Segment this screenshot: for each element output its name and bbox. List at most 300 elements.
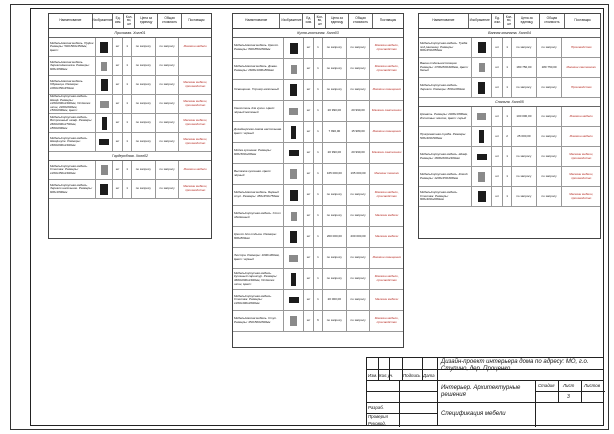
table-row	[49, 57, 211, 76]
table-row	[419, 107, 600, 127]
cell-qty: 1	[503, 187, 512, 206]
cell-supplier: Магазин техники	[374, 171, 400, 176]
cell-sum: по запросу	[156, 114, 180, 132]
furniture-image	[100, 42, 108, 53]
furniture-image	[291, 273, 296, 286]
furniture-photo	[472, 127, 492, 146]
furniture-image	[478, 82, 485, 94]
cell-qty: 1	[123, 95, 132, 113]
cell-price: по запросу	[512, 187, 537, 206]
table-row	[49, 180, 211, 199]
furniture-image	[289, 150, 299, 156]
cell-supplier: Магазин мебели, производство	[374, 316, 399, 324]
cell-unit: шт	[113, 38, 123, 56]
cell-sum: 20 990,00	[347, 101, 371, 121]
section-title: Прихожая. Холл01	[49, 29, 211, 38]
cell-supplier: Магазин мебели	[183, 167, 207, 172]
cell-supplier: Магазин мебели, производство	[183, 137, 208, 145]
cell-price: по запросу	[132, 95, 156, 113]
cell-qty: 1	[503, 78, 512, 97]
furniture-image	[100, 101, 109, 108]
cell-name: Дизайнерская лампа настольная. Цвет: чёрный	[233, 122, 284, 142]
tb-sheets-label: Листов	[584, 383, 600, 388]
cell-price: 20 990,00	[323, 101, 347, 121]
cell-name: Ванна отдельностоящая. Размеры: 1700х800х600мм, Цвет: белый	[419, 58, 472, 77]
cell-supplier: Магазин мебели, производство	[374, 190, 399, 198]
cell-sum: по запросу	[156, 133, 180, 151]
tb-stage-label: Стадия	[538, 383, 555, 388]
column-header-supplier: Поставщик	[379, 18, 397, 23]
cell-sum: по запросу	[347, 185, 371, 205]
cell-qty: 1	[314, 206, 323, 226]
cell-supplier: Магазин мебели	[375, 297, 399, 302]
cell-supplier: Производство	[570, 44, 592, 49]
column-header-photo: Изображение	[93, 14, 113, 28]
cell-sum: по запросу	[156, 180, 180, 198]
cell-sum: по запросу	[537, 78, 563, 97]
furniture-photo	[96, 57, 113, 75]
furniture-photo	[96, 133, 113, 151]
cell-name: Мебель/мягкая мебель. Зеркало/вешалка. Размеры: 600х1800мм	[49, 57, 96, 75]
cell-name: Мебель/мягкая мебель. Барный стул. Размеры: 450х450х750мм	[233, 185, 284, 205]
column-header-price: Цена за единицу	[135, 14, 158, 28]
spec-table-3	[418, 13, 601, 239]
table-row	[233, 269, 403, 290]
cell-unit: шт	[492, 127, 503, 146]
cell-unit: шт	[492, 147, 503, 166]
cell-sum: по запросу	[537, 127, 563, 146]
table-row	[49, 95, 211, 114]
cell-price: по запросу	[132, 57, 156, 75]
cell-sum: 200 000,00	[347, 227, 371, 247]
table-row	[233, 290, 403, 311]
furniture-image	[477, 154, 487, 160]
cell-price: по запросу	[512, 167, 537, 186]
cell-name: Мебель/мягкая мебель. Диван. Размеры: 2600х1000х800мм	[233, 59, 284, 79]
cell-supplier: Магазин сантехники	[371, 108, 402, 113]
cell-unit: шт	[304, 248, 314, 268]
cell-name: Мебель/корпусная мебель. Стеллаж. Размеры: 1200х450х2400мм	[49, 161, 96, 179]
column-header-qty: Кол-во, шт	[315, 14, 326, 28]
cell-unit: шт	[304, 311, 314, 331]
section-title: Спальня. Холл05	[419, 98, 600, 107]
column-header-sum: Общая стоимость	[158, 14, 181, 28]
cell-qty: 1	[314, 269, 323, 289]
cell-unit: шт	[304, 143, 314, 163]
table-row	[49, 38, 211, 57]
cell-unit: шт	[304, 227, 314, 247]
cell-unit: шт	[113, 95, 123, 113]
table-row	[233, 206, 403, 227]
cell-price: 7 990,00	[323, 122, 347, 142]
furniture-image	[478, 191, 486, 202]
column-header-photo: Изображение	[280, 14, 303, 28]
cell-unit: шт	[113, 180, 123, 198]
cell-qty: 1	[314, 164, 323, 184]
cell-price: по запросу	[132, 161, 156, 179]
furniture-image	[291, 126, 296, 139]
furniture-image	[289, 108, 298, 115]
table-row	[233, 122, 403, 143]
furniture-photo	[96, 95, 113, 113]
cell-qty: 1	[503, 38, 512, 57]
cell-unit: шт	[492, 58, 503, 77]
cell-price: по запросу	[132, 38, 156, 56]
furniture-image	[101, 79, 108, 91]
cell-name: Мебель/корпусная мебель. Кухонный гарнитур. Размеры: 3600х600х2400мм, Отделка: шпон, Цвет:	[233, 269, 284, 289]
furniture-photo	[472, 107, 492, 126]
cell-qty: 1	[314, 143, 323, 163]
cell-supplier: Магазин мебели, производство	[183, 99, 208, 107]
tb-col-change: Изм.	[368, 373, 378, 378]
cell-sum: по запросу	[347, 269, 371, 289]
cell-name: Смеситель для кухни. Цвет: чёрный матовый	[233, 101, 284, 121]
table-row	[233, 38, 403, 59]
cell-sum: по запросу	[156, 76, 180, 94]
furniture-photo	[472, 78, 492, 97]
cell-price: по запросу	[132, 180, 156, 198]
cell-unit: шт	[304, 101, 314, 121]
cell-sum: 165 000,00	[347, 164, 371, 184]
furniture-photo	[472, 187, 492, 206]
cell-qty: 1	[503, 58, 512, 77]
table-row	[233, 227, 403, 248]
table-row	[49, 133, 211, 152]
furniture-image	[102, 117, 107, 130]
furniture-photo	[284, 38, 304, 58]
cell-supplier: Магазин мебели	[569, 113, 593, 118]
table-header	[49, 14, 211, 29]
table-header	[233, 14, 403, 29]
cell-name: Кресло для отдыха. Размеры: 800х800мм	[233, 227, 284, 247]
furniture-photo	[284, 80, 304, 100]
furniture-photo	[284, 269, 304, 289]
cell-name: Мебель/корпусная мебель. Встроенный шкаф. Размеры: 2600х600х2700мм, 1800х600мм	[49, 114, 96, 132]
cell-supplier: Магазин мебели, производство	[374, 43, 399, 51]
cell-name: Мебель/корпусная мебель. Шкаф-купе. Размеры: 1600х600х2400мм	[49, 133, 96, 151]
cell-unit: шт	[113, 114, 123, 132]
cell-unit: шт	[113, 57, 123, 75]
cell-sum: по запросу	[156, 95, 180, 113]
cell-name: Мебель/мягкая мебель. Обувница. Размеры: 1000х350х450мм	[49, 76, 96, 94]
tb-sheet-label: Лист	[563, 383, 575, 388]
cell-sum: по запросу	[347, 59, 371, 79]
tb-col-date: Дата	[423, 373, 435, 378]
tb-role-developer: Разраб.	[368, 405, 384, 410]
furniture-photo	[284, 59, 304, 79]
cell-supplier: Магазин мебели, производство	[569, 191, 594, 200]
tb-drawing-title: Спецификация мебели	[441, 411, 506, 417]
cell-qty: 1	[314, 38, 323, 58]
cell-unit: шт	[304, 122, 314, 142]
cell-price: по запросу	[512, 38, 537, 57]
table-row	[419, 167, 600, 187]
cell-name: Мебель/корпусная мебель. Тумба под раковину. Размеры: 800х450х850мм	[419, 38, 472, 57]
cell-supplier: Производство	[570, 84, 592, 89]
table-row	[233, 311, 403, 332]
cell-qty: 1	[503, 147, 512, 166]
furniture-photo	[96, 76, 113, 94]
cell-price: 20 990,00	[323, 143, 347, 163]
furniture-photo	[284, 164, 304, 184]
cell-unit: шт	[492, 38, 503, 57]
cell-name: Мебель/корпусная мебель. Стеллаж. Размеры: 1200х400х2000мм	[233, 290, 284, 310]
furniture-photo	[472, 147, 492, 166]
furniture-image	[290, 190, 298, 201]
table-row	[419, 78, 600, 98]
table-row	[419, 187, 600, 207]
cell-sum: по запросу	[347, 248, 371, 268]
cell-supplier: Магазин сантехники	[371, 150, 402, 155]
tb-section-name: Интерьер. Архитектурные решения	[441, 385, 521, 398]
cell-qty: 1	[123, 133, 132, 151]
cell-qty: 1	[123, 180, 132, 198]
furniture-image	[291, 65, 297, 74]
table-row	[419, 147, 600, 167]
furniture-image	[290, 43, 298, 54]
cell-sum: по запросу	[156, 161, 180, 179]
furniture-photo	[284, 122, 304, 142]
column-header-qty: Кол-во, шт	[124, 14, 135, 28]
furniture-image	[290, 169, 297, 179]
cell-supplier: Магазин мебели	[183, 44, 207, 49]
cell-price: 25 000,00	[512, 127, 537, 146]
cell-name: Мебель/корпусная мебель. Стеллаж. Размеры: 800х400х2000мм	[419, 187, 472, 206]
furniture-image	[479, 130, 484, 143]
cell-supplier: Магазин освещения	[372, 87, 401, 92]
cell-price: по запросу	[323, 248, 347, 268]
column-header-sum: Общая стоимость	[349, 14, 373, 28]
cell-sum: 15 980,00	[347, 122, 371, 142]
cell-sum: по запросу	[347, 206, 371, 226]
cell-sum: по запросу	[537, 107, 563, 126]
cell-name: Люстра. Размеры: 1000х300мм, Цвет: чёрный	[233, 248, 284, 268]
cell-sum: 180 750,00	[537, 58, 563, 77]
furniture-photo	[96, 114, 113, 132]
column-header-name: Наименование	[419, 14, 469, 28]
section-title: Гардеробная. Холл02	[49, 152, 211, 161]
table-row	[233, 248, 403, 269]
cell-name: Мебель/мягкая мебель. Пуфик. Размеры: 500х500х450мм, Цвет:	[49, 38, 96, 56]
cell-supplier: Магазин мебели, производство	[374, 64, 399, 72]
table-row	[233, 164, 403, 185]
furniture-image	[290, 316, 297, 326]
cell-price: по запросу	[323, 311, 347, 331]
cell-unit: шт	[304, 80, 314, 100]
cell-sum: по запросу	[156, 38, 180, 56]
cell-sum: по запросу	[537, 147, 563, 166]
column-header-unit: Ед. изм.	[492, 14, 505, 28]
furniture-image	[101, 165, 108, 175]
cell-supplier: Магазин мебели	[375, 213, 399, 218]
cell-supplier: Магазин освещения	[372, 129, 401, 134]
cell-name: Вытяжка кухонная. Цвет: чёрный	[233, 164, 284, 184]
cell-name: Мебель/корпусная мебель. Шкаф. Размеры: 1800х600х2400мм	[419, 147, 472, 166]
cell-supplier: Магазин мебели, производство	[569, 171, 594, 180]
table-row	[233, 80, 403, 101]
cell-unit: шт	[113, 161, 123, 179]
cell-price: по запросу	[323, 38, 347, 58]
cell-unit: шт	[492, 167, 503, 186]
table-row	[419, 127, 600, 147]
cell-qty: 6	[314, 311, 323, 331]
cell-name: Освещение. Торшер напольный	[233, 80, 284, 100]
furniture-photo	[96, 38, 113, 56]
cell-unit: шт	[304, 59, 314, 79]
furniture-photo	[284, 227, 304, 247]
furniture-photo	[472, 58, 492, 77]
tb-col-sign: Подпись	[403, 373, 421, 378]
table-row	[49, 76, 211, 95]
cell-supplier: Магазин мебели, производство	[569, 151, 594, 160]
furniture-image	[291, 212, 297, 221]
cell-sum: по запросу	[156, 57, 180, 75]
furniture-image	[290, 84, 297, 96]
cell-name: Прикроватная тумба. Размеры: 500х400х500мм	[419, 127, 472, 146]
cell-qty: 1	[314, 101, 323, 121]
cell-qty: 1	[123, 76, 132, 94]
furniture-photo	[284, 248, 304, 268]
furniture-photo	[96, 180, 113, 198]
tb-col-sheet-no: Кол.уч.	[379, 373, 394, 378]
table-row	[233, 185, 403, 206]
spec-table-1	[48, 13, 212, 239]
cell-price: по запросу	[323, 206, 347, 226]
cell-supplier: Магазин мебели, производство	[183, 184, 208, 192]
cell-name: Мебель/мягкая мебель. Стул. Размеры: 450х500х800мм	[233, 311, 284, 331]
furniture-image	[479, 63, 485, 72]
title-block	[366, 357, 604, 426]
column-header-name: Наименование	[233, 14, 280, 28]
cell-price: 20 000,00	[323, 290, 347, 310]
cell-name: Мебель/корпусная мебель. Зеркало напольное. Размеры: 600х1800мм	[49, 180, 96, 198]
cell-name: Мебель/корпусная мебель. Шкаф. Размеры: 1200х600х2400мм, Отделка: шпон, 2400х600мм, 1500х600мм, Цвет:	[49, 95, 96, 113]
cell-name: Мойка кухонная. Размеры: 600х500х200мм	[233, 143, 284, 163]
cell-qty: 1	[314, 290, 323, 310]
cell-unit: шт	[304, 290, 314, 310]
cell-sum: по запросу	[347, 290, 371, 310]
column-header-name: Наименование	[49, 14, 93, 28]
cell-supplier: Магазин мебели, производство	[374, 274, 399, 282]
cell-price: 180 750,00	[512, 58, 537, 77]
cell-sum: по запросу	[537, 38, 563, 57]
table-row	[419, 38, 600, 58]
cell-price: по запросу	[512, 78, 537, 97]
furniture-photo	[284, 185, 304, 205]
furniture-image	[99, 139, 109, 145]
table-row	[49, 161, 211, 180]
cell-unit: шт	[304, 185, 314, 205]
furniture-photo	[284, 101, 304, 121]
cell-sum: по запросу	[347, 80, 371, 100]
cell-qty: 1	[123, 38, 132, 56]
cell-qty: 1	[314, 227, 323, 247]
cell-supplier: Магазин мебели	[569, 133, 593, 138]
section-title: Ванная комната. Холл04	[419, 29, 600, 38]
cell-price: по запросу	[323, 80, 347, 100]
cell-price: 200 000,00	[323, 227, 347, 247]
cell-price: по запросу	[323, 269, 347, 289]
cell-qty: 2	[503, 127, 512, 146]
cell-price: 165 000,00	[323, 164, 347, 184]
table-row	[233, 143, 403, 164]
cell-qty: 1	[314, 59, 323, 79]
furniture-image	[100, 184, 108, 195]
cell-supplier: Магазин мебели	[375, 234, 399, 239]
table-row	[419, 58, 600, 78]
cell-price: по запросу	[323, 185, 347, 205]
cell-sum: по запросу	[347, 38, 371, 58]
column-header-price: Цена за единицу	[326, 14, 350, 28]
furniture-photo	[284, 206, 304, 226]
table-row	[233, 59, 403, 80]
tb-role-checker: Проверил	[368, 414, 389, 419]
cell-supplier: Магазин мебели, производство	[183, 118, 208, 126]
cell-price: по запросу	[512, 147, 537, 166]
furniture-photo	[284, 143, 304, 163]
cell-supplier: Магазин сантехники	[566, 64, 597, 69]
cell-name: Мебель/корпусная мебель. Зеркало. Размеры: 800х1000мм	[419, 78, 472, 97]
cell-qty: 1	[123, 114, 132, 132]
table-row	[233, 101, 403, 122]
furniture-photo	[96, 161, 113, 179]
cell-qty: 1	[314, 185, 323, 205]
furniture-image	[477, 113, 486, 120]
furniture-image	[290, 231, 297, 243]
cell-price: по запросу	[132, 114, 156, 132]
cell-name: Мебель/корпусная мебель. Комод. Размеры: 1200х450х800мм	[419, 167, 472, 186]
column-header-photo: Изображение	[469, 14, 492, 28]
table-header	[419, 14, 600, 29]
cell-qty: 1	[314, 122, 323, 142]
cell-name: Мебель/мягкая мебель. Кресло. Размеры: 800х850х800мм	[233, 38, 284, 58]
furniture-image	[101, 62, 107, 71]
cell-sum: по запросу	[537, 187, 563, 206]
cell-qty: 1	[503, 107, 512, 126]
cell-unit: шт	[492, 107, 503, 126]
cell-unit: шт	[492, 187, 503, 206]
furniture-photo	[472, 38, 492, 57]
cell-supplier: Магазин освещения	[372, 255, 401, 260]
section-title: Кухня-гостиная. Холл03	[233, 29, 403, 38]
tb-sheet-value: 3	[567, 394, 570, 400]
furniture-photo	[284, 290, 304, 310]
cell-unit: шт	[304, 269, 314, 289]
cell-qty: 1	[314, 80, 323, 100]
spec-table-2	[232, 13, 404, 348]
furniture-image	[289, 297, 299, 303]
cell-unit: шт	[304, 164, 314, 184]
cell-supplier	[179, 57, 211, 75]
cell-unit: шт	[113, 76, 123, 94]
table-row	[49, 114, 211, 133]
column-header-supplier: Поставщик	[188, 18, 205, 23]
furniture-image	[478, 172, 485, 182]
column-header-unit: Ед. изм.	[303, 14, 315, 28]
cell-price: 100 000,00	[512, 107, 537, 126]
cell-name: Мебель/корпусная мебель. Стол обеденный	[233, 206, 284, 226]
cell-unit: шт	[113, 133, 123, 151]
column-header-sum: Общая стоимость	[540, 14, 565, 28]
tb-role-manager: Руковод.	[368, 421, 386, 426]
cell-qty: 1	[503, 167, 512, 186]
column-header-unit: Ед. изм.	[113, 14, 125, 28]
cell-name: Кровать. Размеры: 2000х1800мм, Изголовье: мягкое, Цвет: серый	[419, 107, 472, 126]
column-header-price: Цена за единицу	[515, 14, 540, 28]
cell-price: по запросу	[132, 133, 156, 151]
cell-sum: 20 990,00	[347, 143, 371, 163]
column-header-supplier: Поставщик	[574, 18, 591, 23]
